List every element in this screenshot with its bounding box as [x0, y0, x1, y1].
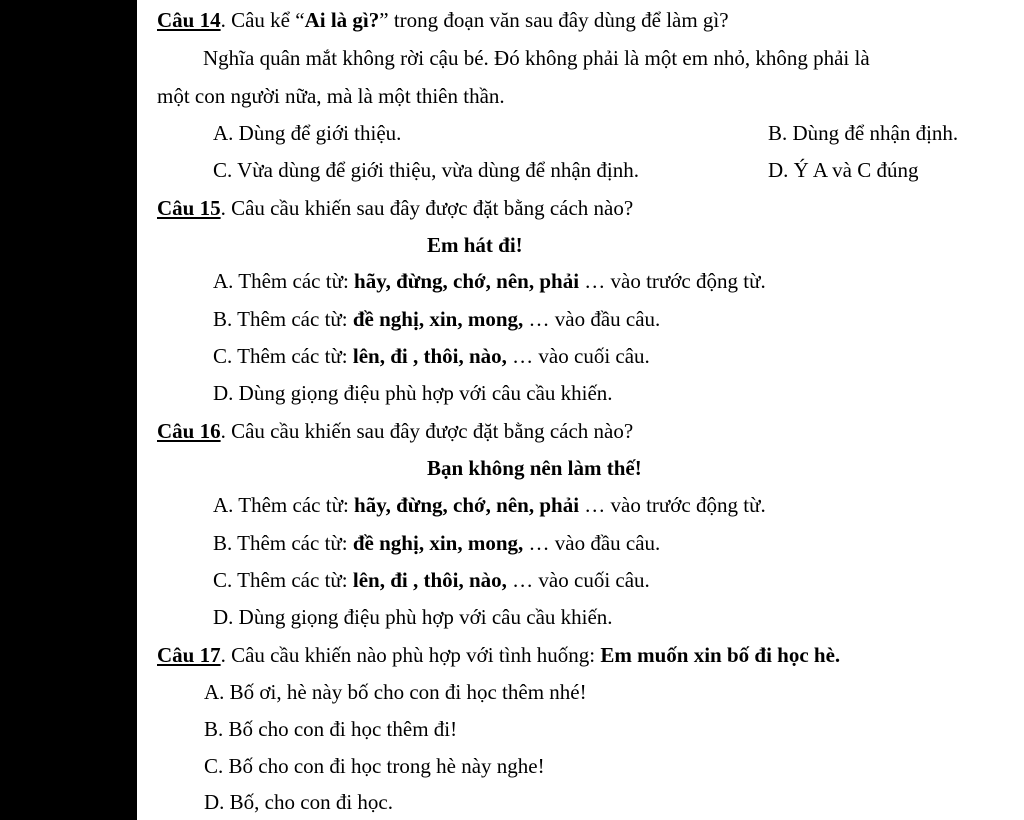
q15-option-d[interactable]: D. Dùng giọng điệu phù hợp với câu cầu khiến. — [213, 381, 613, 405]
q17-situation: Em muốn xin bố đi học hè. — [600, 643, 841, 667]
q14-option-a[interactable]: A. Dùng để giới thiệu. — [213, 121, 402, 145]
q14-question: Câu 14. Câu kể “Ai là gì?” trong đoạn văn sau đây dùng để làm gì? — [157, 8, 729, 32]
q14-passage-line-2: một con người nữa, mà là một thiên thần. — [157, 84, 505, 108]
q15-option-c[interactable]: C. Thêm các từ: lên, đi , thôi, nào, … vào cuối câu. — [213, 344, 650, 368]
q15-option-a[interactable]: A. Thêm các từ: hãy, đừng, chớ, nên, phải … vào trước động từ. — [213, 269, 766, 293]
q17-option-b[interactable]: B. Bố cho con đi học thêm đi! — [204, 717, 458, 741]
q17-option-a[interactable]: A. Bố ơi, hè này bố cho con đi học thêm nhé! — [204, 680, 587, 704]
q16-option-a[interactable]: A. Thêm các từ: hãy, đừng, chớ, nên, phải … vào trước động từ. — [213, 493, 766, 517]
q16-option-b[interactable]: B. Thêm các từ: đề nghị, xin, mong, … vào đầu câu. — [213, 531, 661, 555]
q16-option-c[interactable]: C. Thêm các từ: lên, đi , thôi, nào, … vào cuối câu. — [213, 568, 650, 592]
q14-option-d[interactable]: D. Ý A và C đúng — [768, 158, 919, 182]
q17-label: Câu 17 — [157, 643, 221, 667]
q14-label: Câu 14 — [157, 8, 221, 32]
q14-bold-term: Ai là gì? — [304, 8, 380, 32]
q16-example-sentence: Bạn không nên làm thế! — [427, 456, 642, 480]
q17-option-c[interactable]: C. Bố cho con đi học trong hè này nghe! — [204, 754, 545, 778]
q14-option-c[interactable]: C. Vừa dùng để giới thiệu, vừa dùng để nhận định. — [213, 158, 640, 182]
q16-option-d[interactable]: D. Dùng giọng điệu phù hợp với câu cầu khiến. — [213, 605, 613, 629]
q16-question: Câu 16. Câu cầu khiến sau đây được đặt bằng cách nào? — [157, 419, 634, 443]
q17-option-d[interactable]: D. Bố, cho con đi học. — [204, 790, 393, 814]
q15-label: Câu 15 — [157, 196, 221, 220]
q14-passage-line-1: Nghĩa quân mắt không rời cậu bé. Đó không phải là một em nhỏ, không phải là — [203, 46, 870, 70]
q15-question: Câu 15. Câu cầu khiến sau đây được đặt bằng cách nào? — [157, 196, 634, 220]
q17-question: Câu 17. Câu cầu khiến nào phù hợp với tình huống: Em muốn xin bố đi học hè. — [157, 643, 841, 667]
q15-example-sentence: Em hát đi! — [427, 233, 523, 257]
q15-option-b[interactable]: B. Thêm các từ: đề nghị, xin, mong, … vào đầu câu. — [213, 307, 661, 331]
q14-option-b[interactable]: B. Dùng để nhận định. — [768, 121, 959, 145]
worksheet-page — [137, 0, 1024, 820]
q16-label: Câu 16 — [157, 419, 221, 443]
